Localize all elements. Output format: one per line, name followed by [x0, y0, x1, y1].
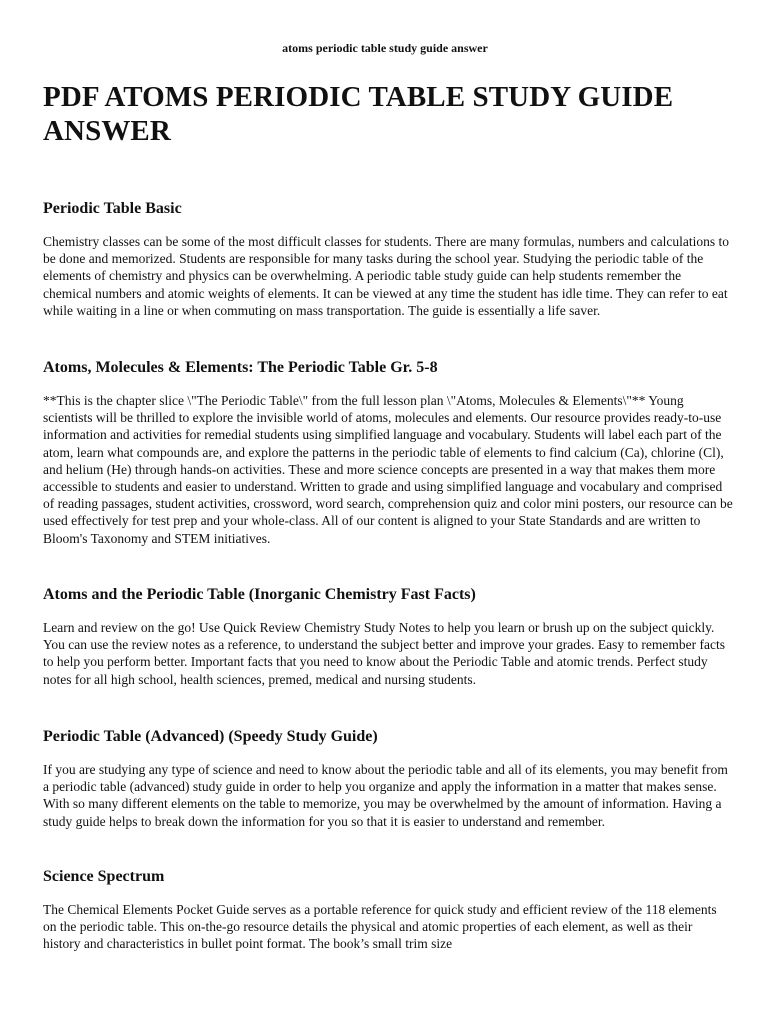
- section-periodic-table-basic: [43, 199, 733, 319]
- section-science-spectrum: [43, 867, 733, 953]
- section-inorganic-chemistry-fast-facts: [43, 585, 733, 688]
- section-heading: Science Spectrum: [43, 868, 165, 885]
- section-speedy-study-guide: [43, 727, 733, 830]
- section-paragraph: Chemistry classes can be some of the most difficult classes for students. There are many formulas, numbers and calculations to be done and memorized. Students are responsible for many tasks during the school year. Studying the periodic table of the elements of chemistry and physics can be overwhelming. A periodic table study guide can help students remember the chemical numbers and atomic weights of elements. It can be viewed at any time the student has idle time. They can refer to eat while waiting in a line or when commuting on mass transportation. The guide is essentially a life saver.: [43, 234, 729, 318]
- section-paragraph: The Chemical Elements Pocket Guide serves as a portable reference for quick study and efficient review of the 118 elements on the periodic table. This on-the-go resource details the physical and atomic properties of each element, as well as their history and characteristics in bullet point format. The book’s small trim size: [43, 902, 717, 952]
- section-heading: Periodic Table Basic: [43, 200, 182, 217]
- section-heading: Periodic Table (Advanced) (Speedy Study Guide): [43, 728, 378, 745]
- section-paragraph: Learn and review on the go! Use Quick Review Chemistry Study Notes to help you learn or brush up on the subject quickly. You can use the review notes as a reference, to understand the subject better and improve your grades. Easy to remember facts to help you perform better. Important facts that you need to know about the Periodic Table and atomic trends. Perfect study notes for all high school, health sciences, premed, medical and nursing students.: [43, 620, 726, 687]
- section-paragraph: If you are studying any type of science and need to know about the periodic table and all of its elements, you may benefit from a periodic table (advanced) study guide in order to help you organize and apply the information in a matter that makes sense. With so many different elements on the table to memorize, you may be overwhelmed by the amount of information. Having a study guide helps to break down the information for you so that it is easier to understand and remember.: [43, 762, 728, 829]
- running-header: atoms periodic table study guide answer: [282, 41, 488, 55]
- section-heading: Atoms, Molecules & Elements: The Periodic Table Gr. 5-8: [43, 359, 438, 376]
- section-paragraph: **This is the chapter slice \"The Periodic Table\" from the full lesson plan \"Atoms, Molecules & Elements\"** Young scientists will be thrilled to explore the invisible world of atoms, molecules and elements. Our resource provides ready-to-use information and activities for remedial students using simplified language and vocabulary. Students will label each part of the atom, learn what compounds are, and explore the patterns in the periodic table of elements to find calcium (Ca), chlorine (Cl), and helium (He) through hands-on activities. These and more science concepts are presented in a way that makes them more accessible to students and easier to understand. Written to grade and using simplified language and vocabulary and comprised of reading passages, student activities, crossword, word search, comprehension quiz and color mini posters, our resource can be used effectively for test prep and your whole-class. All of our content is aligned to your State Standards and are written to Bloom's Taxonomy and STEM initiatives.: [43, 393, 733, 546]
- section-atoms-molecules-elements: [43, 358, 733, 547]
- document-title: PDF ATOMS PERIODIC TABLE STUDY GUIDE ANSWER: [43, 81, 674, 147]
- section-heading: Atoms and the Periodic Table (Inorganic Chemistry Fast Facts): [43, 586, 476, 603]
